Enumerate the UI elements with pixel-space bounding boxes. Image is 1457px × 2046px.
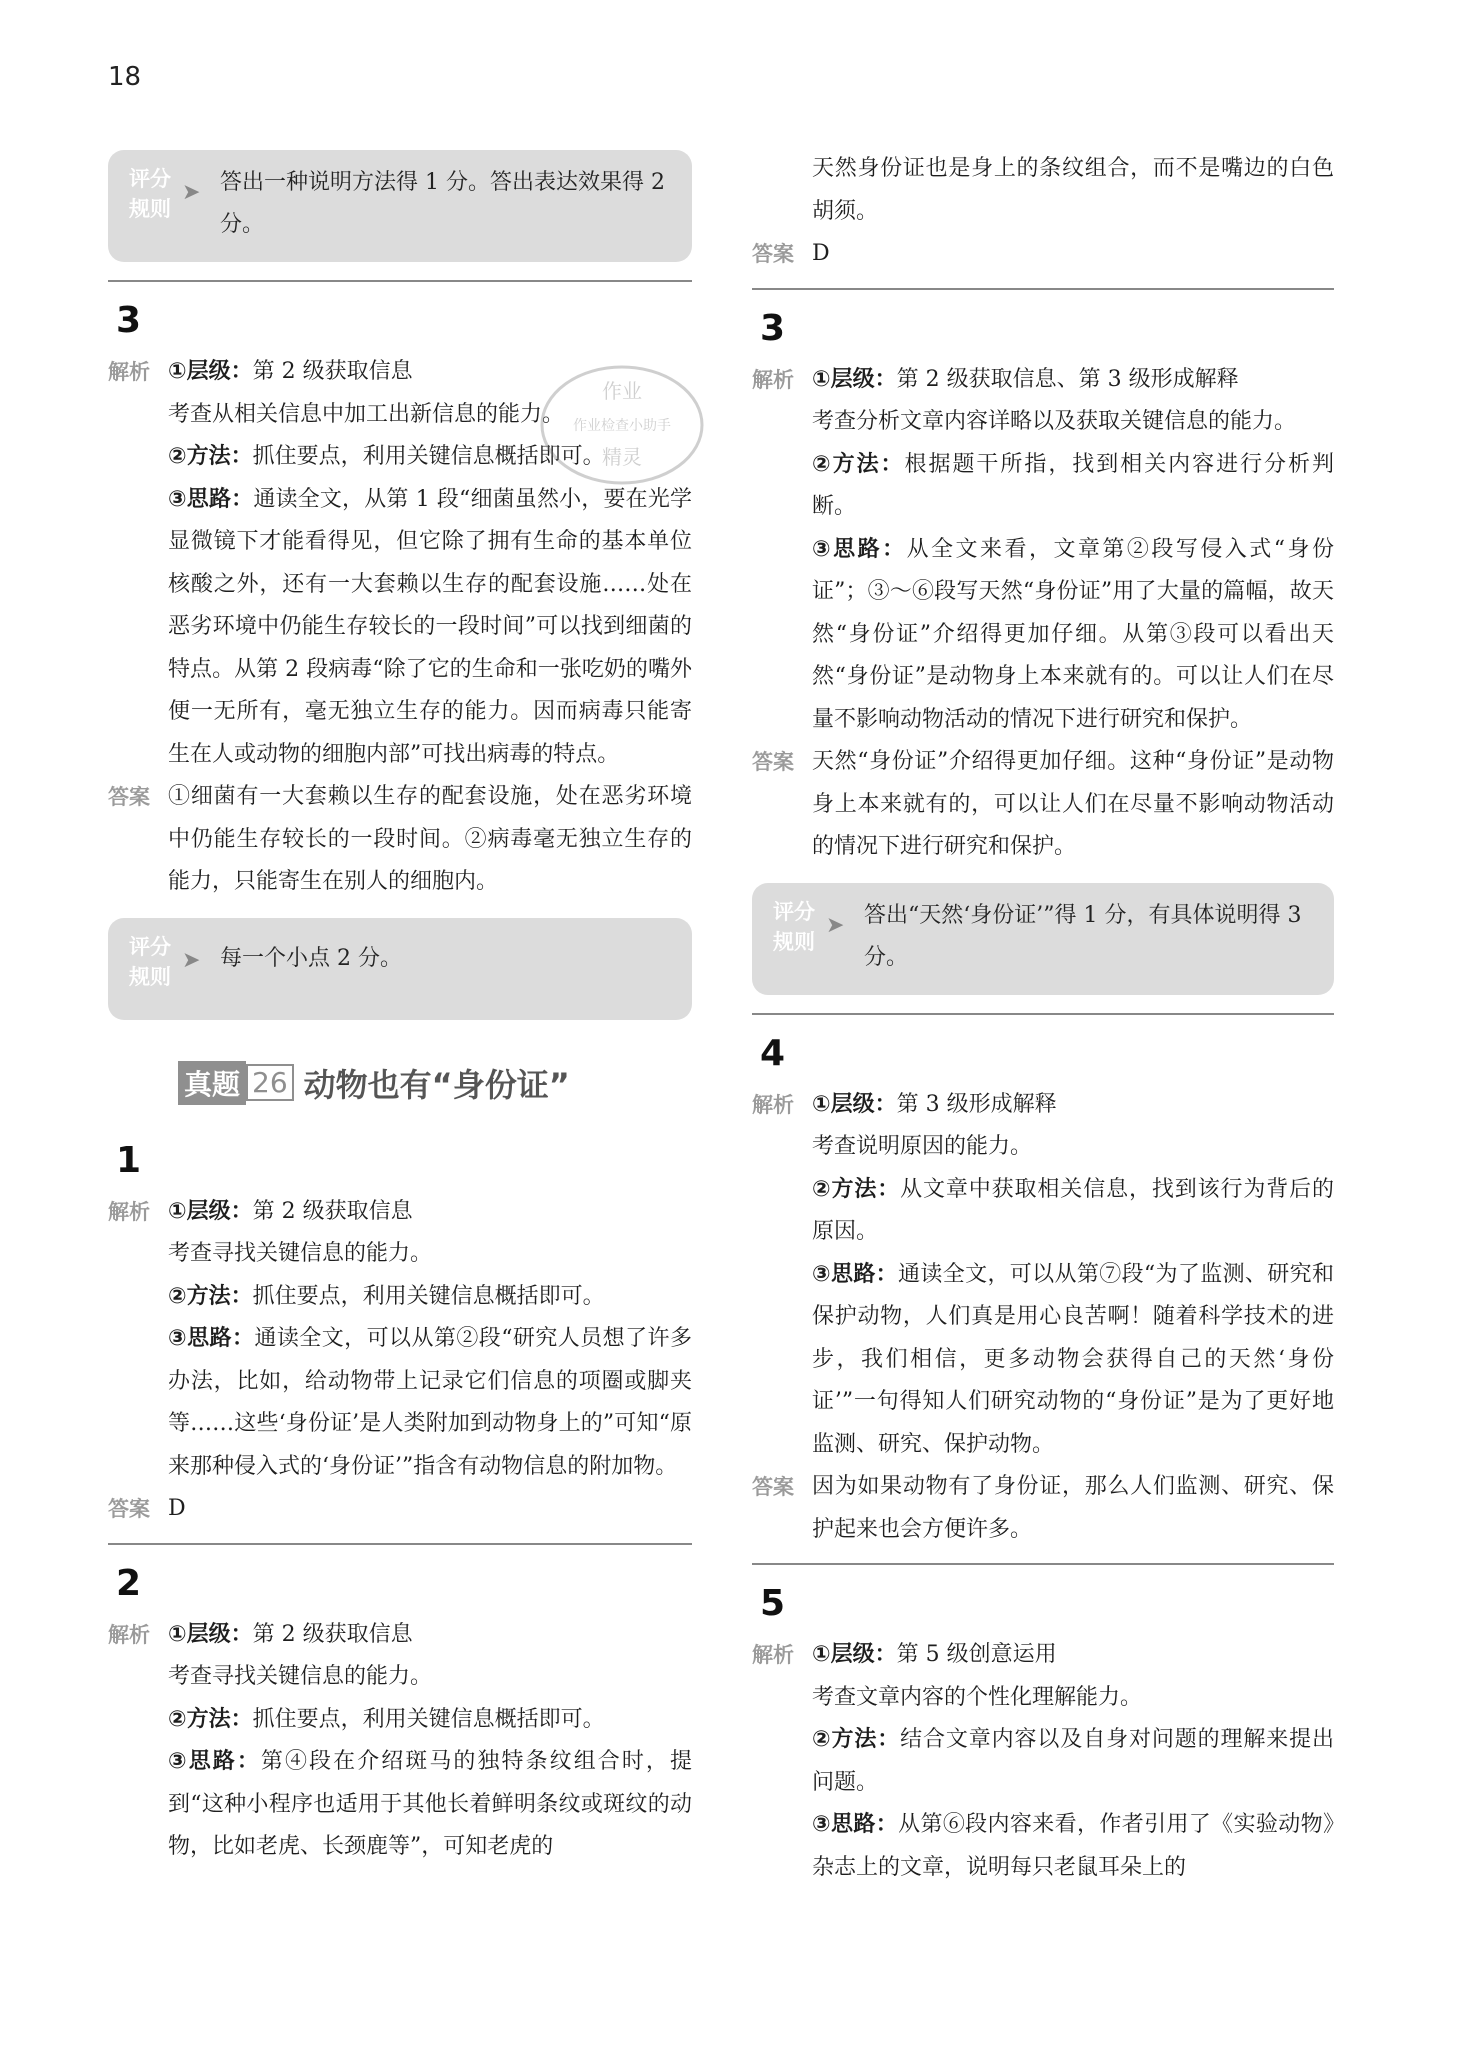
right-column	[752, 148, 1334, 1889]
scoring-rule-text: 答出“天然‘身份证’”得 1 分，有具体说明得 3 分。	[864, 902, 1302, 970]
analysis-line: ②方法：抓住要点，利用关键信息概括即可。	[168, 444, 605, 469]
answer-tag: 答案	[752, 242, 794, 266]
arrow-icon: ➤	[182, 947, 201, 973]
analysis-tag: 解析	[752, 1643, 794, 1667]
analysis-tag: 解析	[108, 1622, 150, 1647]
divider	[752, 1563, 1334, 1565]
question-number: 5	[760, 1583, 786, 1624]
question-number: 2	[116, 1562, 142, 1604]
answer-tag: 答案	[752, 750, 794, 774]
analysis-section: 解析 ①层级：第 2 级获取信息 考查寻找关键信息的能力。 ②方法：抓住要点，利用关键信息概括即可。 ③思路：第④段在介绍斑马的独特条纹组合时，提到“这种小程序也适用于其他长着鲜明条纹或斑纹的动物，比如老虎、长颈鹿等”，可知老虎的	[108, 1614, 692, 1869]
continued-text: 天然身份证也是身上的条纹组合，而不是嘴边的白色胡须。	[812, 156, 1334, 224]
svg-text:精灵: 精灵	[602, 445, 642, 469]
analysis-tag: 解析	[108, 360, 150, 384]
page-number: 18	[108, 62, 142, 92]
question-number: 1	[116, 1139, 142, 1181]
scoring-rule-text: 每一个小点 2 分。	[220, 945, 402, 971]
question-number: 3	[760, 307, 786, 349]
question-number: 4	[760, 1032, 786, 1074]
analysis-tag: 解析	[752, 367, 794, 392]
question-number: 3	[116, 300, 142, 341]
analysis-section: 解析 ①层级：第 5 级创意运用 考查文章内容的个性化理解能力。 ②方法：结合文章内容以及自身对问题的理解来提出问题。 ③思路：从第⑥段内容来看，作者引用了《实验动物》杂志上的文章，说明每只老鼠耳朵上的	[752, 1634, 1334, 1889]
answer-tag: 答案	[108, 1497, 150, 1521]
analysis-section: 解析 ①层级：第 3 级形成解释 考查说明原因的能力。 ②方法：从文章中获取相关信息，找到该行为背后的原因。 ③思路：通读全文，可以从第⑦段“为了监测、研究和保护动物，人们真是用心良苦啊！随着科学技术的进步，我们相信，更多动物会获得自己的天然‘身份证’”一句得知人们研究动物的“身份证”是为了更好地监测、研究、保护动物。	[752, 1084, 1334, 1467]
answer-section	[752, 1466, 1334, 1551]
scoring-rule-tag: 评分 规则	[773, 899, 815, 954]
scoring-rule-box	[752, 883, 1334, 995]
answer-text: 天然“身份证”介绍得更加仔细。这种“身份证”是动物身上本来就有的，可以让人们在尽量不影响动物活动的情况下进行研究和保护。	[812, 749, 1334, 859]
analysis-line: ①层级：第 2 级获取信息	[168, 359, 413, 384]
divider	[108, 1543, 692, 1545]
svg-text:作业: 作业	[602, 379, 642, 403]
answer-section	[752, 233, 1334, 276]
scoring-rule-box	[108, 150, 692, 262]
analysis-section: 解析 ①层级：第 2 级获取信息、第 3 级形成解释 考查分析文章内容详略以及获取关键信息的能力。 ②方法：根据题干所指，找到相关内容进行分析判断。 ③思路：从全文来看，文章第②段写侵入式“身份证”；③～⑥段写天然“身份证”用了大量的篇幅，故天然“身份证”介绍得更加仔细。从第③段可以看出天然“身份证”是动物身上本来就有的。可以让人们在尽量不影响动物活动的情况下进行研究和保护。	[752, 359, 1334, 742]
analysis-tag: 解析	[752, 1092, 794, 1117]
answer-section	[108, 776, 692, 904]
answer-tag: 答案	[108, 785, 150, 809]
answer-text: 因为如果动物有了身份证，那么人们监测、研究、保护起来也会方便许多。	[812, 1474, 1334, 1542]
scoring-rule-tag: 评分 规则	[129, 934, 171, 989]
scoring-rule-box	[108, 918, 692, 1020]
divider	[108, 280, 692, 282]
answer-text: D	[812, 241, 830, 266]
divider	[752, 1013, 1334, 1015]
section-title: 真题 26 动物也有“身份证”	[178, 1060, 692, 1106]
arrow-icon: ➤	[182, 180, 201, 205]
answer-text: D	[168, 1496, 186, 1521]
analysis-section: 解析 ①层级：第 2 级获取信息 考查寻找关键信息的能力。 ②方法：抓住要点，利用关键信息概括即可。 ③思路：通读全文，可以从第②段“研究人员想了许多办法，比如，给动物带上记录它们信息的项圈或脚夹等……这些‘身份证’是人类附加到动物身上的”可知“原来那种侵入式的‘身份证’”指含有动物信息的附加物。	[108, 1191, 692, 1489]
scoring-rule-tag: 评分 规则	[129, 167, 171, 221]
analysis-tag: 解析	[108, 1199, 150, 1224]
scoring-rule-text: 答出一种说明方法得 1 分。答出表达效果得 2分。	[220, 170, 665, 237]
svg-text:作业检查小助手: 作业检查小助手	[573, 418, 671, 434]
arrow-icon: ➤	[826, 912, 845, 938]
answer-section	[752, 741, 1334, 869]
divider	[752, 288, 1334, 290]
answer-tag: 答案	[752, 1475, 794, 1499]
answer-section	[108, 1488, 692, 1531]
watermark-stamp	[536, 360, 708, 490]
answer-text: ①细菌有一大套赖以生存的配套设施，处在恶劣环境中仍能生存较长的一段时间。②病毒毫无独立生存的能力，只能寄生在别人的细胞内。	[168, 784, 692, 894]
analysis-line: ③思路：通读全文，从第 1 段“细菌虽然小，要在光学显微镜下才能看得见，但它除了拥有生命的基本单位核酸之外，还有一大套赖以生存的配套设施……处在恶劣环境中仍能生存较长的一段时间”可以找到细菌的特点。从第 2 段病毒“除了它的生命和一张吃奶的嘴外便一无所有，毫无独立生存的能力。因而病毒只能寄生在人或动物的细胞内部”可找出病毒的特点。	[168, 486, 692, 767]
analysis-line: 考查从相关信息中加工出新信息的能力。	[168, 401, 565, 427]
